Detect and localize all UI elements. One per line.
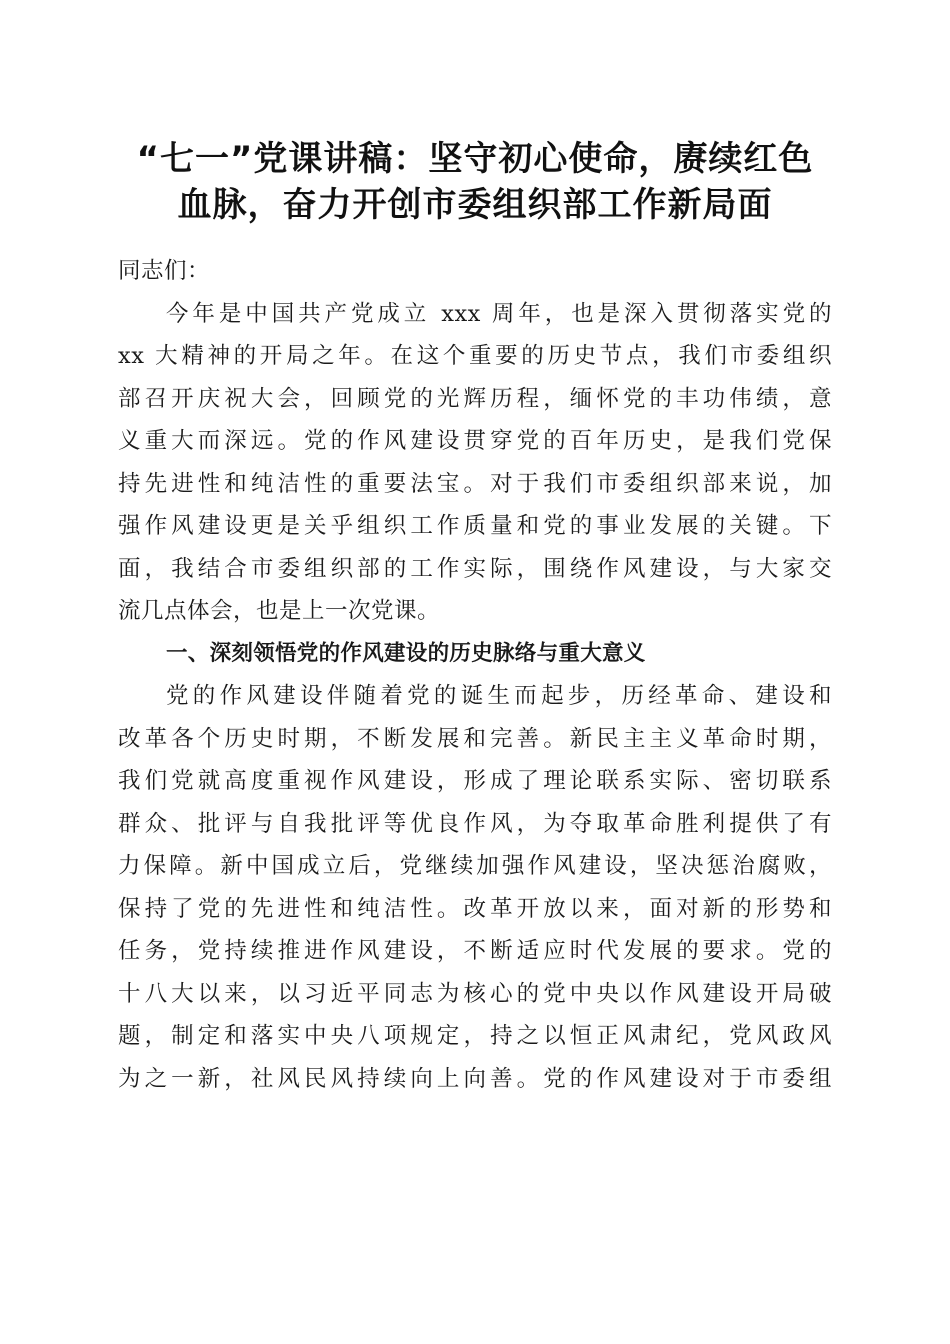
paragraph-line: xx 大精神的开局之年。在这个重要的历史节点，我们市委组织 bbox=[118, 343, 832, 369]
paragraph-line: 改革各个历史时期，不断发展和完善。新民主主义革命时期， bbox=[118, 725, 832, 752]
paragraph-line: 今年是中国共产党成立 xxx 周年，也是深入贯彻落实党的 bbox=[166, 300, 832, 327]
paragraph-line: 十八大以来，以习近平同志为核心的党中央以作风建设开局破 bbox=[118, 980, 832, 1007]
paragraph-line: 我们党就高度重视作风建设，形成了理论联系实际、密切联系 bbox=[118, 768, 832, 794]
paragraph-line: 力保障。新中国成立后，党继续加强作风建设，坚决惩治腐败， bbox=[118, 853, 832, 879]
salutation: 同志们： bbox=[118, 258, 211, 284]
paragraph-2 bbox=[118, 675, 832, 1100]
paragraph-line: 题，制定和落实中央八项规定，持之以恒正风肃纪，党风政风 bbox=[118, 1023, 832, 1049]
paragraph-line: 为之一新，社风民风持续向上向善。党的作风建设对于市委组 bbox=[118, 1065, 832, 1092]
paragraph-line: 流几点体会，也是上一次党课。 bbox=[118, 598, 441, 624]
paragraph-line: 党的作风建设伴随着党的诞生而起步，历经革命、建设和 bbox=[166, 683, 832, 709]
paragraph-line: 持先进性和纯洁性的重要法宝。对于我们市委组织部来说，加 bbox=[118, 470, 832, 497]
document-title bbox=[100, 136, 850, 228]
paragraph-line: 强作风建设更是关乎组织工作质量和党的事业发展的关键。下 bbox=[118, 513, 832, 539]
paragraph-line: 任务，党持续推进作风建设，不断适应时代发展的要求。党的 bbox=[118, 938, 832, 964]
paragraph-line: 面，我结合市委组织部的工作实际，围绕作风建设，与大家交 bbox=[118, 555, 832, 582]
title-line-1: “七一”党课讲稿：坚守初心使命，赓续红色 bbox=[136, 139, 814, 179]
paragraph-line: 群众、批评与自我批评等优良作风，为夺取革命胜利提供了有 bbox=[118, 810, 832, 837]
paragraph-line: 义重大而深远。党的作风建设贯穿党的百年历史，是我们党保 bbox=[118, 428, 832, 454]
paragraph-line: 保持了党的先进性和纯洁性。改革开放以来，面对新的形势和 bbox=[118, 895, 832, 922]
section-heading-1: 一、深刻领悟党的作风建设的历史脉络与重大意义 bbox=[166, 640, 646, 666]
title-line-2: 血脉，奋力开创市委组织部工作新局面 bbox=[177, 185, 773, 225]
paragraph-line: 部召开庆祝大会，回顾党的光辉历程，缅怀党的丰功伟绩，意 bbox=[118, 385, 832, 412]
paragraph-1 bbox=[118, 293, 832, 633]
document-body bbox=[118, 250, 832, 1100]
